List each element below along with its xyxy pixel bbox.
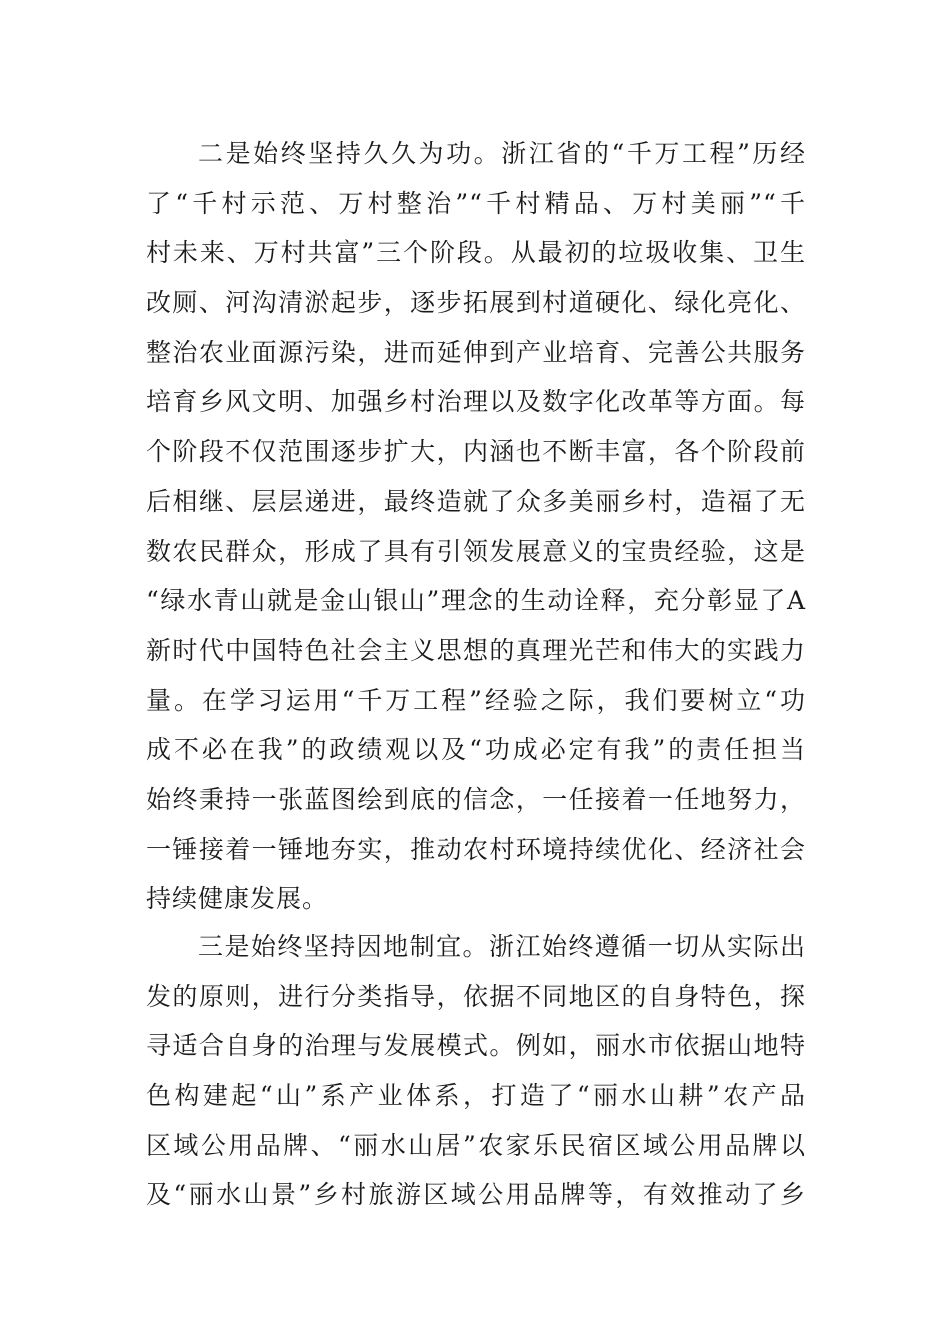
text-line: 村未来、万村共富”三个阶段。从最初的垃圾收集、卫生 (146, 238, 806, 268)
text-line: 个阶段不仅范围逐步扩大，内涵也不断丰富，各个阶段前 (146, 437, 806, 467)
text-line: 区域公用品牌、“丽水山居”农家乐民宿区域公用品牌以 (146, 1130, 806, 1160)
text-line: 了“千村示范、万村整治”“千村精品、万村美丽”“千 (146, 188, 806, 218)
text-line: 一锤接着一锤地夯实，推动农村环境持续优化、经济社会 (146, 834, 806, 864)
text-line: 三是始终坚持因地制宜。浙江始终遵循一切从实际出 (198, 932, 806, 961)
text-line: 后相继、层层递进，最终造就了众多美丽乡村，造福了无 (146, 486, 806, 516)
text-line: 寻适合自身的治理与发展模式。例如，丽水市依据山地特 (146, 1031, 806, 1061)
text-line: 成不必在我”的政绩观以及“功成必定有我”的责任担当 (146, 735, 806, 765)
text-line: 二是始终坚持久久为功。浙江省的“千万工程”历经 (198, 139, 806, 168)
text-line: 数农民群众，形成了具有引领发展意义的宝贵经验，这是 (146, 536, 806, 566)
text-line: 及“丽水山景”乡村旅游区域公用品牌等，有效推动了乡 (146, 1180, 806, 1210)
text-line: 始终秉持一张蓝图绘到底的信念，一任接着一任地努力， (146, 784, 806, 814)
text-line: 持续健康发展。 (146, 884, 329, 914)
text-line: 整治农业面源污染，进而延伸到产业培育、完善公共服务 (146, 337, 806, 367)
text-line: 量。在学习运用“千万工程”经验之际，我们要树立“功 (146, 685, 806, 715)
paragraph-2 (146, 129, 806, 924)
text-line: 新时代中国特色社会主义思想的真理光芒和伟大的实践力 (146, 635, 806, 665)
paragraph-3 (146, 922, 806, 1220)
text-line: 发的原则，进行分类指导，依据不同地区的自身特色，探 (146, 981, 806, 1011)
text-line: “绿水青山就是金山银山”理念的生动诠释，充分彰显了A (146, 586, 806, 616)
text-line: 色构建起“山”系产业体系，打造了“丽水山耕”农产品 (146, 1081, 806, 1111)
text-line: 培育乡风文明、加强乡村治理以及数字化改革等方面。每 (146, 387, 806, 417)
text-line: 改厕、河沟清淤起步，逐步拓展到村道硬化、绿化亮化、 (146, 288, 806, 318)
